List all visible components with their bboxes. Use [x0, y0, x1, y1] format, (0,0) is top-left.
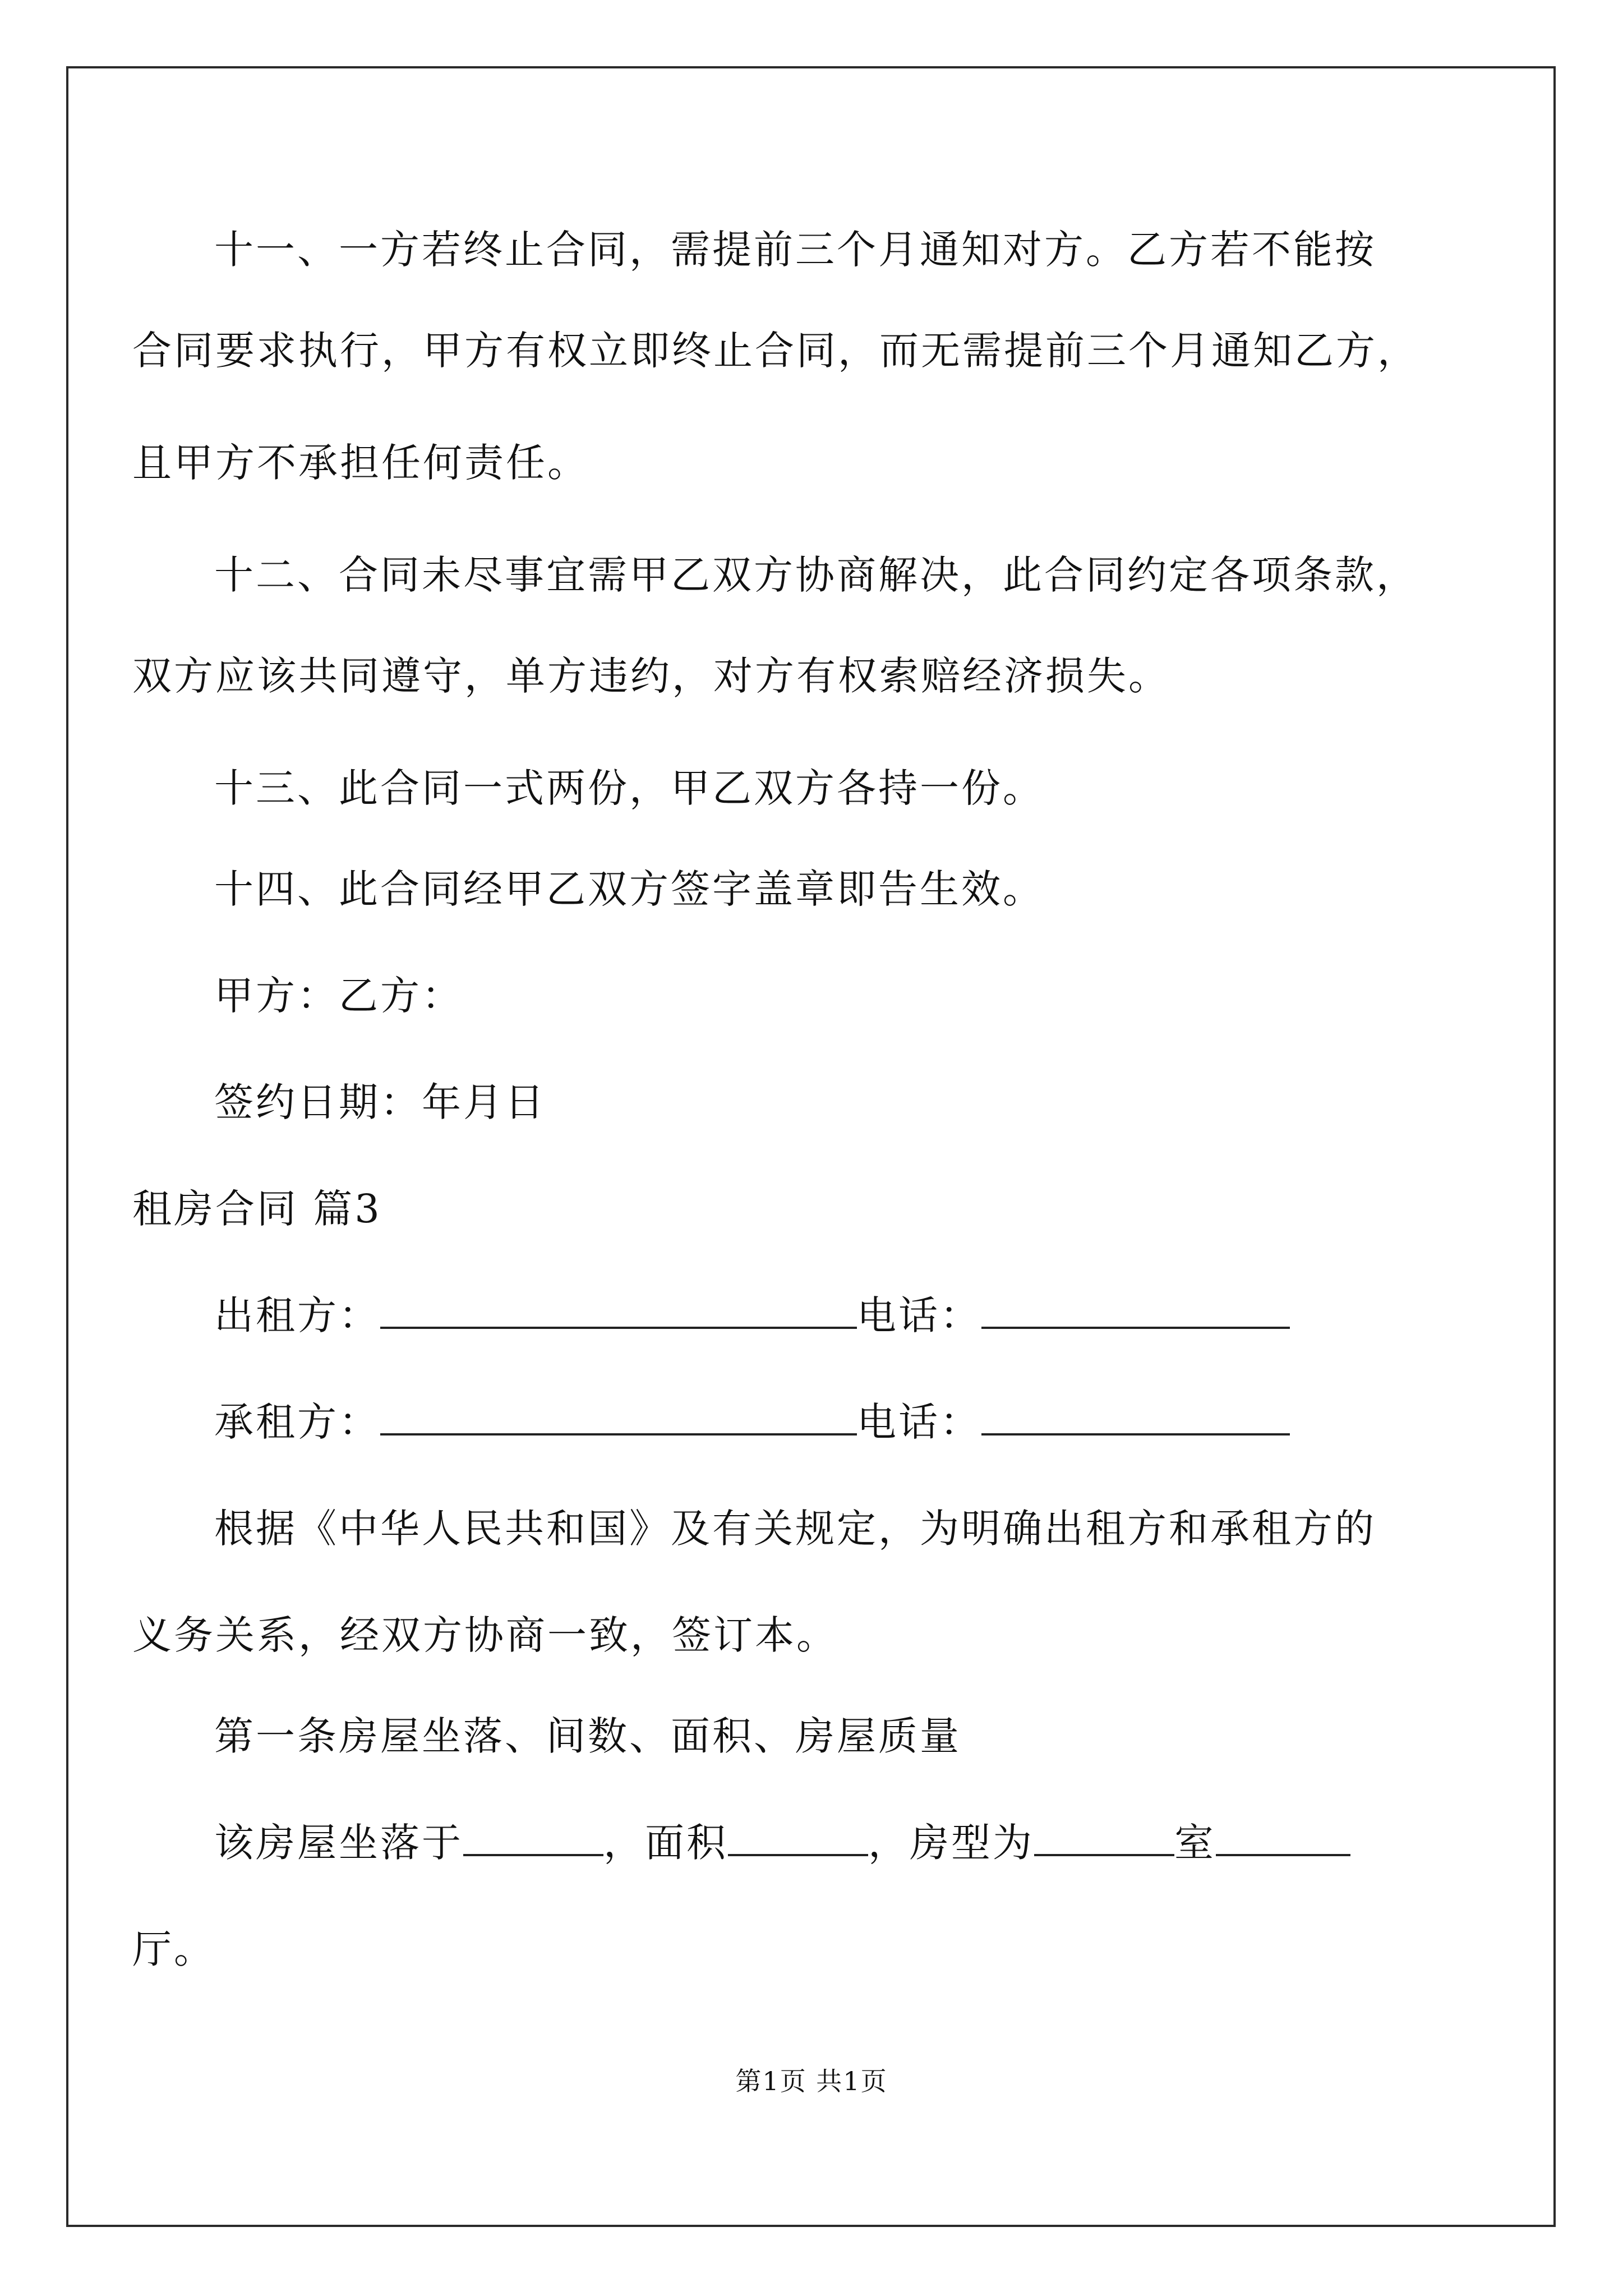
- clause-11-line-3: 且甲方不承担任何责任。: [132, 440, 589, 486]
- clause-14: 十四、此合同经甲乙双方签字盖章即告生效。: [214, 866, 1044, 912]
- house-area-label: ，面积: [603, 1820, 728, 1866]
- lessee-phone-blank[interactable]: [981, 1398, 1290, 1435]
- signing-date: 签约日期：年月日: [214, 1079, 546, 1125]
- house-location-blank[interactable]: [463, 1819, 603, 1856]
- preamble-line-2: 义务关系，经双方协商一致，签订本。: [132, 1612, 838, 1658]
- party-signatures: 甲方：乙方：: [214, 973, 463, 1019]
- house-location-label: 该房屋坐落于: [214, 1820, 463, 1866]
- lessor-name-blank[interactable]: [380, 1292, 857, 1329]
- lessor-phone-label: 电话：: [857, 1292, 981, 1338]
- lessee-phone-label: 电话：: [857, 1399, 981, 1445]
- house-type-label: ，房型为: [868, 1820, 1034, 1866]
- article-1-heading: 第一条房屋坐落、间数、面积、房屋质量: [214, 1713, 961, 1759]
- page-footer: 第1页 共1页: [735, 2066, 888, 2096]
- lessee-name-blank[interactable]: [380, 1398, 857, 1435]
- clause-11-line-1: 十一、一方若终止合同，需提前三个月通知对方。乙方若不能按: [214, 227, 1376, 273]
- house-halls-blank[interactable]: [1216, 1819, 1350, 1856]
- clause-13: 十三、此合同一式两份，甲乙双方各持一份。: [214, 765, 1044, 811]
- house-details-line-2: 厅。: [132, 1926, 215, 1972]
- clause-12-line-1: 十二、合同未尽事宜需甲乙双方协商解决，此合同约定各项条款，: [214, 552, 1418, 598]
- lessor-label: 出租方：: [214, 1292, 380, 1338]
- preamble-line-1: 根据《中华人民共和国》及有关规定，为明确出租方和承租方的: [214, 1506, 1376, 1552]
- lessee-line: [214, 1397, 1290, 1447]
- house-area-blank[interactable]: [728, 1819, 868, 1856]
- house-details-line: [214, 1818, 1350, 1868]
- house-rooms-blank[interactable]: [1034, 1819, 1174, 1856]
- section-heading: 租房合同 篇3: [132, 1186, 382, 1232]
- clause-11-line-2: 合同要求执行，甲方有权立即终止合同，而无需提前三个月通知乙方，: [132, 328, 1419, 374]
- house-room-label: 室: [1174, 1820, 1216, 1866]
- clause-12-line-2: 双方应该共同遵守，单方违约，对方有权索赔经济损失。: [132, 653, 1170, 699]
- lessee-label: 承租方：: [214, 1399, 380, 1445]
- lessor-phone-blank[interactable]: [981, 1292, 1290, 1329]
- lessor-line: [214, 1290, 1290, 1341]
